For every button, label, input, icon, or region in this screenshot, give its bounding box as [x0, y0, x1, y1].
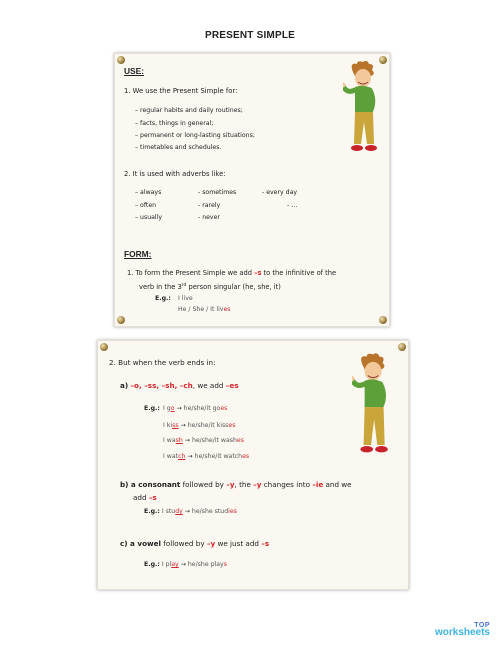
example-row: E.g.: I play → he/she plays — [144, 561, 227, 568]
use-form-card — [114, 53, 390, 327]
form-heading: FORM: — [124, 249, 152, 259]
form-rule-line-1: 1. To form the Present Simple we add –s to the infinitive of the — [127, 269, 337, 277]
adverb: - rarely — [198, 202, 221, 209]
rule-c: c) a vowel followed by –y we just add –s — [120, 539, 270, 548]
use-point-2: 2. It is used with adverbs like: — [124, 170, 226, 178]
use-heading: USE: — [124, 66, 145, 76]
form-example-2: He / She / It lives — [178, 306, 231, 313]
use-point-1: 1. We use the Present Simple for: — [124, 87, 238, 95]
use-bullet: – permanent or long-lasting situations; — [135, 132, 255, 139]
rule-a: a) –o, –ss, –sh, –ch, we add –es — [120, 381, 239, 390]
example-row: I watch → he/she/it watches — [163, 453, 250, 460]
pin-icon — [379, 316, 387, 324]
rule-b-line-1: b) a consonant followed by –y, the –y changes into –ie and we — [120, 480, 352, 489]
example-row: I kiss → he/she/it kisses — [163, 422, 236, 429]
verb-endings-card — [97, 340, 409, 590]
eg-label: E.g.: — [155, 295, 171, 302]
pin-icon — [117, 56, 125, 64]
rule-b-line-2: add –s — [133, 493, 157, 502]
example-row: E.g.: I study → he/she studies — [144, 508, 237, 515]
cartoon-boy-icon — [352, 349, 392, 461]
form-example-1: I live — [178, 295, 193, 302]
use-bullet: – facts, things in general; — [135, 120, 214, 127]
adverb: – often — [135, 202, 157, 209]
adverb: - every day — [262, 189, 298, 196]
pin-icon — [100, 343, 108, 351]
pin-icon — [398, 343, 406, 351]
adverb: – always — [135, 189, 162, 196]
use-bullet: – regular habits and daily routines; — [135, 107, 243, 114]
page-title: PRESENT SIMPLE — [204, 30, 296, 41]
eg-label: E.g.: — [144, 405, 160, 412]
adverb: - never — [198, 214, 220, 221]
adverb: – usually — [135, 214, 163, 221]
example-row: I go → he/she/it goes — [163, 405, 228, 412]
use-bullet: – timetables and schedules. — [135, 144, 222, 151]
cartoon-boy-icon — [343, 60, 381, 155]
adverb: - sometimes — [198, 189, 237, 196]
adverb: - … — [287, 202, 298, 209]
topworksheets-logo: TOP worksheets — [434, 622, 490, 638]
form-rule-line-2: verb in the 3rd person singular (he, she, it) — [139, 283, 281, 292]
example-row: I wash → he/she/it washes — [163, 437, 244, 444]
pin-icon — [117, 316, 125, 324]
card2-intro: 2. But when the verb ends in: — [109, 358, 216, 367]
